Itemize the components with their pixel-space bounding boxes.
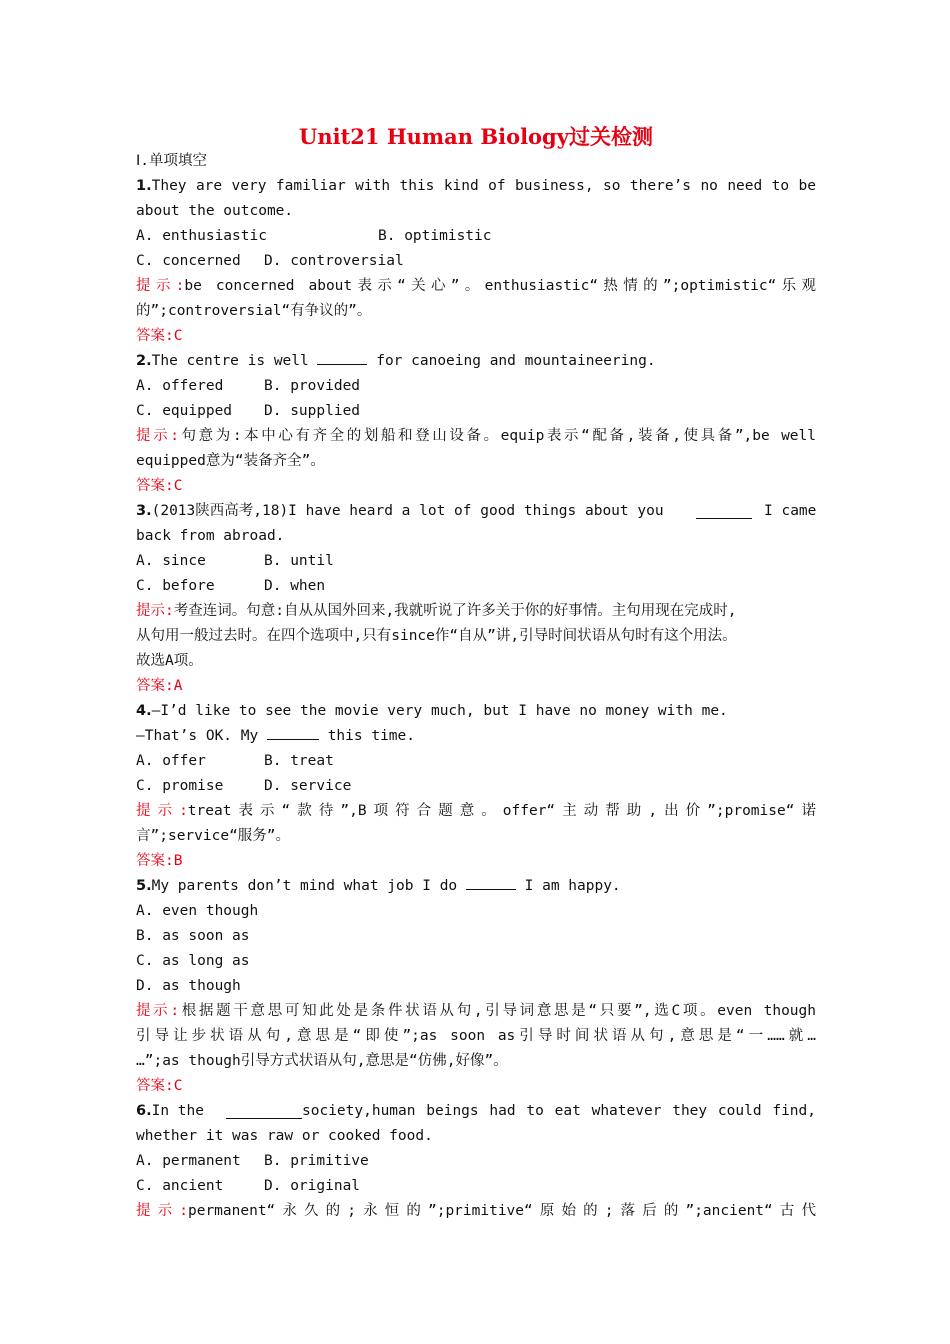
question-3-stem: 3.(2013陕西高考,18)I have heard a lot of good things about you I came bbox=[136, 503, 817, 519]
hint-cont: 言”;service“服务”。 bbox=[136, 828, 291, 844]
question-5-hint: 提示:根据题干意思可知此处是条件状语从句,引导词意思是“只要”,选C项。even though bbox=[136, 1003, 816, 1019]
question-number: 4. bbox=[136, 703, 152, 719]
question-5-stem: 5.My parents don’t mind what job I do I am happy. bbox=[136, 874, 816, 899]
hint-cont: …”;as though引导方式状语从句,意思是“仿佛,好像”。 bbox=[136, 1053, 508, 1069]
question-2-answer: 答案:C bbox=[136, 478, 183, 494]
question-number: 5. bbox=[136, 878, 152, 894]
answer-blank bbox=[267, 725, 319, 740]
section-heading: Ⅰ.单项填空 bbox=[136, 153, 208, 169]
question-6-stem-cont: whether it was raw or cooked food. bbox=[136, 1128, 433, 1144]
hint-cont: equipped意为“装备齐全”。 bbox=[136, 453, 325, 469]
hint-label: 提示: bbox=[136, 278, 185, 294]
option-row: C. as long as bbox=[136, 953, 250, 969]
option-row: A. since B. until bbox=[136, 553, 334, 569]
option-row: B. as soon as bbox=[136, 928, 250, 944]
option-row: A. permanent B. primitive bbox=[136, 1153, 369, 1169]
question-2-stem: 2.The centre is well for canoeing and mountaineering. bbox=[136, 349, 816, 374]
question-1-stem: 1.They are very familiar with this kind of business, so there’s no need to be bbox=[136, 178, 816, 194]
question-4-stem-cont: —That’s OK. My this time. bbox=[136, 724, 816, 749]
question-6-hint: 提示:permanent“永久的;永恒的”;primitive“原始的;落后的”;ancient“古代 bbox=[136, 1203, 817, 1219]
question-1-hint: 提示:be concerned about表示“关心”。enthusiastic“热情的”;optimistic“乐观 bbox=[136, 278, 816, 294]
question-4-stem: 4.—I’d like to see the movie very much, but I have no money with me. bbox=[136, 703, 728, 719]
hint-cont: 引导让步状语从句,意思是“即使”;as soon as引导时间状语从句,意思是“一……就… bbox=[136, 1028, 816, 1044]
hint-cont: 从句用一般过去时。在四个选项中,只有since作“自从”讲,引导时间状语从句时有这个用法。 bbox=[136, 628, 737, 644]
question-1-answer: 答案:C bbox=[136, 328, 183, 344]
question-number: 6. bbox=[136, 1103, 152, 1119]
question-4-answer: 答案:B bbox=[136, 853, 183, 869]
option-row: A. offer B. treat bbox=[136, 753, 334, 769]
document-title: Unit21 Human Biology过关检测 bbox=[299, 124, 653, 149]
hint-cont: 的”;controversial“有争议的”。 bbox=[136, 303, 372, 319]
hint-label: 提示: bbox=[136, 803, 188, 819]
question-number: 3. bbox=[136, 503, 152, 519]
question-1-stem-cont: about the outcome. bbox=[136, 203, 294, 219]
option-row: A. even though bbox=[136, 903, 259, 919]
hint-label: 提示: bbox=[136, 603, 174, 619]
option-row: D. as though bbox=[136, 978, 241, 994]
hint-cont: 故选A项。 bbox=[136, 653, 203, 669]
question-4-hint: 提示:treat表示“款待”,B项符合题意。offer“主动帮助,出价”;promise“诺 bbox=[136, 803, 816, 819]
option-row: C. equipped D. supplied bbox=[136, 403, 361, 419]
option-row: A. enthusiastic B. optimistic bbox=[136, 228, 492, 244]
answer-blank bbox=[226, 1104, 302, 1119]
question-6-stem: 6.In the society,human beings had to eat whatever they could find, bbox=[136, 1103, 816, 1119]
option-row: A. offered B. provided bbox=[136, 378, 361, 394]
answer-blank bbox=[317, 350, 367, 365]
hint-label: 提示: bbox=[136, 1003, 180, 1019]
question-number: 1. bbox=[136, 178, 152, 194]
option-row: C. ancient D. original bbox=[136, 1178, 361, 1194]
answer-blank bbox=[696, 504, 752, 519]
question-3-hint: 提示:考查连词。句意:自从从国外回来,我就听说了许多关于你的好事情。主句用现在完成时, bbox=[136, 603, 737, 619]
option-row: C. before D. when bbox=[136, 578, 326, 594]
hint-label: 提示: bbox=[136, 428, 179, 444]
question-5-answer: 答案:C bbox=[136, 1078, 183, 1094]
question-number: 2. bbox=[136, 353, 152, 369]
option-row: C. concerned D. controversial bbox=[136, 253, 404, 269]
question-3-stem-cont: back from abroad. bbox=[136, 528, 285, 544]
option-row: C. promise D. service bbox=[136, 778, 352, 794]
hint-label: 提示: bbox=[136, 1203, 188, 1219]
answer-blank bbox=[466, 875, 516, 890]
question-3-answer: 答案:A bbox=[136, 678, 183, 694]
question-2-hint: 提示:句意为:本中心有齐全的划船和登山设备。equip表示“配备,装备,使具备”,be well bbox=[136, 428, 816, 444]
